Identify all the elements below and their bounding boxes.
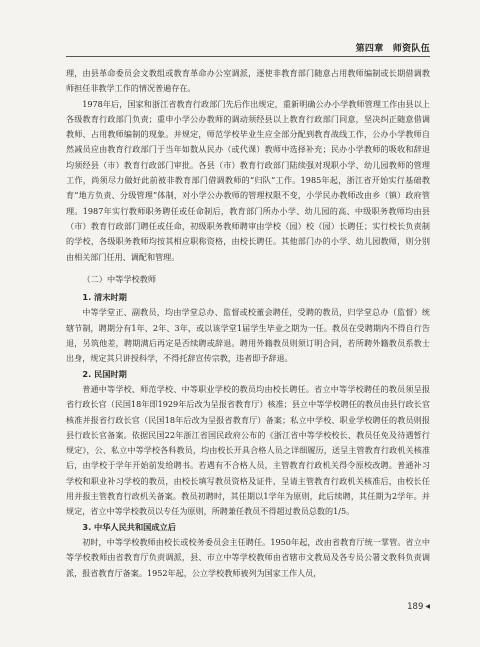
- subsection-heading: 3. 中华人民共和国成立后: [82, 521, 176, 532]
- paragraph: 普通中等学校、师范学校、中等职业学校的教员均由校长聘任。省立中等学校聘任的教员须呈报省行政长官（民国18年即1929年后改为呈报省教育厅）核准；县立中等学校聘任的教员由县行政长官核准并报省行政长官（民国18年后改为呈报省教育厅）备案；私立中学校、职业学校聘任的教员则报县行政长官备案。依据民国22年浙江省国民政府公布的《浙江省中等学校校长、教员任免及待遇暂行规定》，公、私立中等学校各科教员，均由校长开具合格人员之详细履历，送呈主管教育行政机关核准后，由学校于学年开始前发给聘书。若遇有不合格人员，主管教育行政机关得令原校改聘。普通补习学校和职业补习学校的教员，由校长填写教员资格及证件，呈请主管教育行政机关核准后，由校长任用并报主管教育行政机关备案。教员初聘时，其任期以1学年为原则，此后续聘，其任期为2学年。并规定，省立中等学校教员以专任为原则，所聘兼任教员不得超过教员总数的1/5。: [66, 383, 430, 517]
- section-heading: （二）中等学校教师: [82, 273, 157, 284]
- running-header: [66, 40, 430, 57]
- page-number: 189: [407, 602, 424, 612]
- paragraph: 1978年后，国家和浙江省教育行政部门先后作出规定，重新明确公办小学教师管理工作由县以上各级教育行政部门负责；重申小学公办教师的调动须经县以上教育行政部门同意，坚决纠正随意借调教师、占用教师编制的现象。并规定，师范学校毕业生应全部分配到教育战线工作，公办小学教师自然减员应由教育行政部门于当年如数从民办（或代课）教师中选择补充；民办小学教师的吸收和辞退均须经县（市）教育行政部门审批。各县（市）教育行政部门陆续强对现职小学、幼儿园教师的管理工作，尚须尽力做好此前被非教育部门借调教师的“归队”工作。1985年起，浙江省开始实行基础教育“地方负责、分级管理”体制，对小学公办教师的管理权限不变，小学民办教师改由乡（镇）政府管理。1987年实行教师职务聘任或任命制后，教育部门所办小学、幼儿园的高、中级职务教师均由县（市）教育行政部门聘任或任命，初级职务教师聘审由学校（园）校（园）长聘任；实行校长负责制的学校，各级职务教师均按其相应职称资格，由校长聘任。其他部门办的小学、幼儿园教师，则分别由相关部门任用、调配和管理。: [66, 98, 430, 262]
- page-footer: [407, 602, 430, 612]
- subsection-heading: 1. 清末时期: [82, 292, 127, 303]
- chapter-title: 第四章 师资队伍: [355, 44, 430, 54]
- paragraph: 中等学堂正、副教员，均由学堂总办、监督或校董会聘任，受聘的教员，归学堂总办（监督）统辖节制，聘期分有1年、2年、3年，或以该学堂1届学生毕业之期为一任。教员在受聘期内不得自行告退，另筑他差，聘期满后再定是否续聘或辞退。聘用外籍教员则须订明合同，若所聘外籍教员系教士出身，规定其只讲授科学，不得托辞宣传宗教，违者即予辞退。: [66, 307, 430, 364]
- paragraph: 理，由县革命委员会文教组或教育革命办公室调派，逐使非教育部门随意占用教师编制或长期借调教师担任非教学工作的情况普遍存在。: [66, 68, 430, 94]
- subsection-heading: 2. 民国时期: [82, 368, 127, 379]
- page-body: [66, 66, 430, 581]
- paragraph: 初时，中等学校教师由校长或校务委员会主任聘任。1950年起，改由省教育厅统一掌管。省立中等学校教师由省教育厅负责调派，县、市立中等学校教师由省辖市文教局及各专员公署文教科负责调派，报省教育厅备案。1952年起，公立学校教师被列为国家工作人员，: [66, 536, 430, 578]
- page-marker-icon: ◀: [425, 603, 430, 610]
